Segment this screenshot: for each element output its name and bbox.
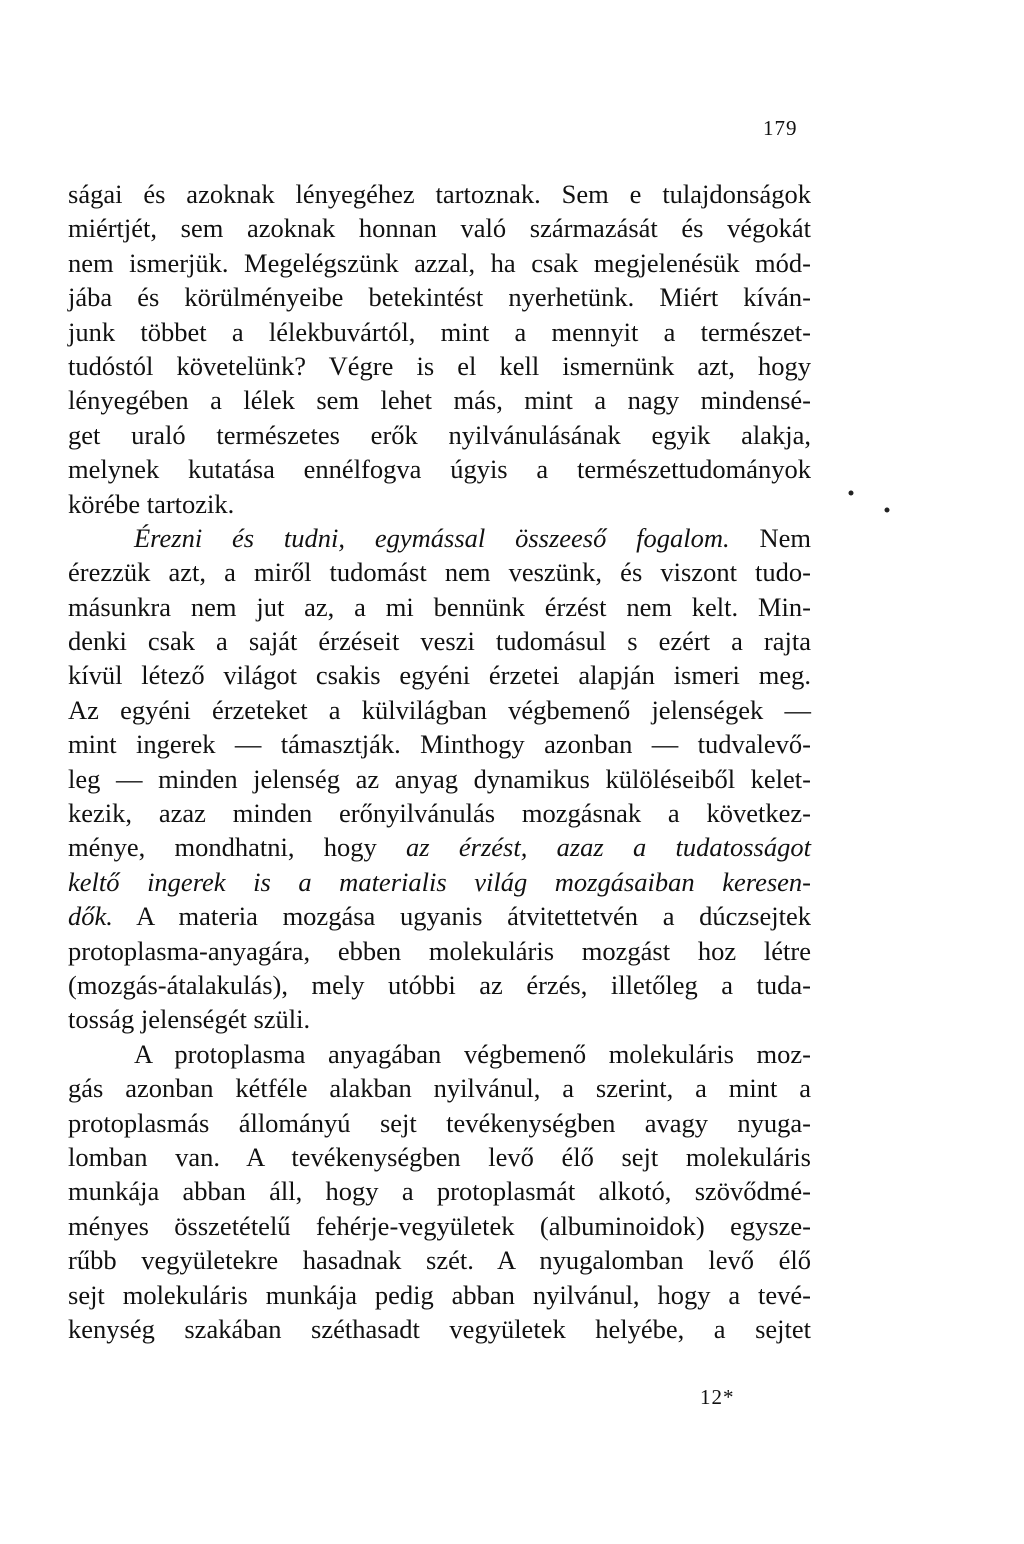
text-line — [68, 865, 811, 899]
text-line — [68, 968, 811, 1002]
signature-mark: 12* — [700, 1385, 735, 1409]
ink-speck — [885, 508, 890, 513]
text-line — [68, 590, 811, 624]
text-line — [68, 1071, 811, 1105]
text-line — [68, 383, 811, 417]
text-line — [68, 1312, 811, 1346]
line-text: jába és körülményeibe betekintést nyerhetünk. Miért kíván- — [68, 282, 811, 313]
text-line — [68, 1140, 811, 1174]
text-line — [68, 349, 811, 383]
text-line — [68, 1243, 811, 1277]
text-line — [68, 934, 811, 968]
line-italic-text: az érzést, azaz a tudatosságot — [406, 832, 811, 863]
text-line — [68, 177, 811, 211]
text-line — [68, 211, 811, 245]
line-text: (mozgás-átalakulás), mely utóbbi az érzés, illetőleg a tuda- — [68, 969, 811, 1000]
text-line — [68, 693, 811, 727]
line-italic-text: keltő ingerek is a materialis világ mozgásaiban keresen- — [68, 866, 811, 897]
page-number: 179 — [763, 116, 798, 140]
line-text: ményes összetételű fehérje-vegyületek (albuminoidok) egysze- — [68, 1210, 811, 1241]
line-italic-text: Érezni és tudni, egymással összeeső fogalom. — [134, 522, 730, 553]
line-text: miértjét, sem azoknak honnan való származását és végokát — [68, 213, 811, 244]
line-text: kívül létező világot csakis egyéni érzetei alapján ismeri meg. — [68, 660, 811, 691]
text-line — [68, 899, 811, 933]
line-text: érezzük azt, a miről tudomást nem veszünk, és viszont tudo- — [68, 557, 811, 588]
text-line — [68, 418, 811, 452]
line-italic-text: dők. — [68, 901, 113, 932]
text-line — [68, 796, 811, 830]
text-line — [68, 280, 811, 314]
line-text: junk többet a lélekbuvártól, mint a mennyit a természet- — [68, 316, 811, 347]
text-line — [68, 830, 811, 864]
text-line — [68, 521, 811, 555]
line-text: ságai és azoknak lényegéhez tartoznak. Sem e tulajdonságok — [68, 179, 811, 209]
text-line — [68, 658, 811, 692]
line-text: nem ismerjük. Megelégszünk azzal, ha csak megjelenésük mód- — [68, 247, 811, 278]
text-line — [68, 1278, 811, 1312]
ink-speck — [849, 491, 854, 496]
line-text: kezik, azaz minden erőnyilvánulás mozgásnak a következ- — [68, 798, 811, 829]
line-text: lényegében a lélek sem lehet más, mint a nagy mindensé- — [68, 385, 811, 416]
text-line — [68, 1106, 811, 1140]
line-text: mint ingerek — támasztják. Minthogy azonban — tudvalevő- — [68, 729, 811, 760]
line-text: Nem — [729, 522, 811, 553]
line-text: Az egyéni érzeteket a külvilágban végbemenő jelenségek — — [68, 694, 811, 725]
text-line — [68, 315, 811, 349]
line-text: A protoplasma anyagában végbemenő molekuláris moz- — [134, 1038, 811, 1069]
line-text: protoplasma-anyagára, ebben molekuláris mozgást hoz létre — [68, 935, 811, 966]
line-text: get uraló természetes erők nyilvánulásának egyik alakja, — [68, 419, 811, 450]
line-text: körébe tartozik. — [68, 488, 235, 519]
line-text: munkája abban áll, hogy a protoplasmát alkotó, szövődmé- — [68, 1176, 811, 1207]
text-line — [68, 727, 811, 761]
text-line — [68, 246, 811, 280]
line-text: leg — minden jelenség az anyag dynamikus külöléseiből kelet- — [68, 763, 811, 794]
line-text: kenység szakában széthasadt vegyületek helyébe, a sejtet — [68, 1313, 811, 1344]
text-line — [68, 487, 811, 521]
text-line — [68, 1002, 811, 1036]
line-text: A materia mozgása ugyanis átvitettetvén a dúczsejtek — [112, 901, 811, 932]
text-line — [68, 1037, 811, 1071]
line-text: sejt molekuláris munkája pedig abban nyilvánul, hogy a tevé- — [68, 1279, 811, 1310]
line-text: denki csak a saját érzéseit veszi tudomásul s ezért a rajta — [68, 626, 811, 657]
line-text: tosság jelenségét szüli. — [68, 1004, 311, 1035]
line-text: lomban van. A tevékenységben levő élő sejt molekuláris — [68, 1141, 811, 1172]
text-line — [68, 624, 811, 658]
line-text: protoplasmás állományú sejt tevékenységben avagy nyuga- — [68, 1107, 811, 1138]
text-line — [68, 1209, 811, 1243]
line-text: gás azonban kétféle alakban nyilvánul, a szerint, a mint a — [68, 1073, 811, 1104]
text-line — [68, 762, 811, 796]
line-text: rűbb vegyületekre hasadnak szét. A nyugalomban levő élő — [68, 1245, 811, 1276]
text-line — [68, 1174, 811, 1208]
line-text: melynek kutatása ennélfogva úgyis a természettudományok — [68, 454, 811, 485]
line-text: ménye, mondhatni, hogy — [68, 832, 407, 863]
text-line — [68, 452, 811, 486]
line-text: másunkra nem jut az, a mi bennünk érzést nem kelt. Min- — [68, 591, 811, 622]
line-text: tudóstól követelünk? Végre is el kell ismernünk azt, hogy — [68, 350, 811, 381]
body-text — [68, 177, 811, 1346]
text-line — [68, 555, 811, 589]
